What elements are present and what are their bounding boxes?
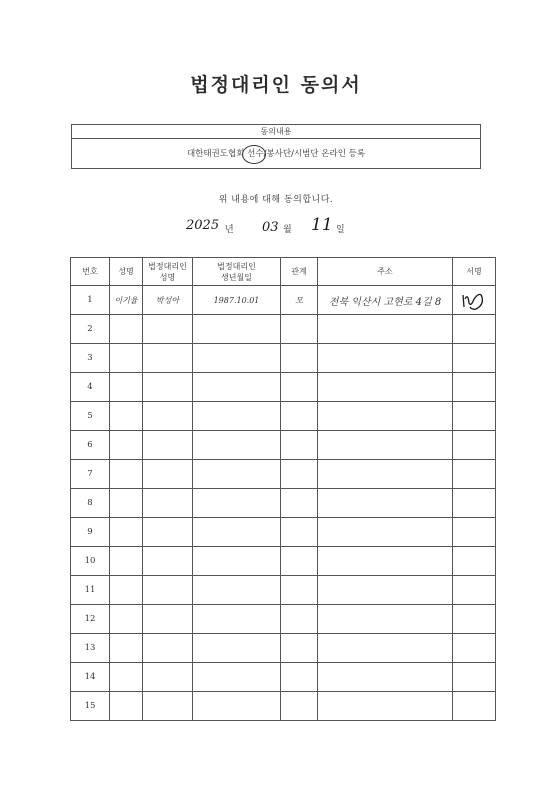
header-signature: 서명 [453, 258, 496, 286]
relation-cell [281, 431, 318, 460]
guardian-name-cell [143, 431, 193, 460]
signature-cell [453, 286, 496, 315]
table-row [71, 576, 496, 605]
table-row [71, 692, 496, 721]
relation-cell [281, 634, 318, 663]
guardian-birthdate-cell [193, 634, 281, 663]
consent-content [72, 139, 480, 169]
participant-name-cell [110, 315, 143, 344]
consent-box [71, 124, 481, 169]
row-number-cell: 1 [71, 286, 110, 315]
relation-cell: 모 [281, 286, 318, 315]
row-number-cell: 4 [71, 373, 110, 402]
document-title: 법정대리인 동의서 [190, 74, 362, 96]
signature-cell [453, 431, 496, 460]
guardian-birthdate-cell: 1987.10.01 [193, 286, 281, 315]
table-row [71, 634, 496, 663]
row-number-cell: 3 [71, 344, 110, 373]
guardian-name-cell [143, 547, 193, 576]
address-cell [318, 576, 453, 605]
relation-cell [281, 344, 318, 373]
participant-name-cell [110, 547, 143, 576]
signature-cell [453, 402, 496, 431]
header-guardian-name: 법정대리인 성명 [143, 258, 193, 286]
signature-cell [453, 373, 496, 402]
guardian-name-cell [143, 460, 193, 489]
participant-name-cell [110, 576, 143, 605]
row-number-cell: 10 [71, 547, 110, 576]
guardian-birthdate-cell [193, 402, 281, 431]
signature-cell [453, 344, 496, 373]
date-year-label: 년 [225, 225, 234, 235]
table-row [71, 663, 496, 692]
guardian-birthdate-cell [193, 547, 281, 576]
guardian-birthdate-cell [193, 576, 281, 605]
relation-cell [281, 663, 318, 692]
date-month: 03 [262, 220, 279, 235]
relation-cell [281, 373, 318, 402]
address-cell: 전북 익산시 고현로 4길 8 [318, 286, 453, 315]
address-cell [318, 547, 453, 576]
guardian-name-cell: 박성아 [143, 286, 193, 315]
address-cell [318, 605, 453, 634]
signature-cell [453, 605, 496, 634]
row-number-cell: 7 [71, 460, 110, 489]
row-number-cell: 13 [71, 634, 110, 663]
signature-scribble-icon [460, 289, 488, 311]
guardian-birthdate-cell [193, 431, 281, 460]
date-year: 2025 [186, 218, 220, 233]
relation-cell [281, 518, 318, 547]
row-number-cell: 9 [71, 518, 110, 547]
guardian-name-cell [143, 663, 193, 692]
participant-name-cell [110, 634, 143, 663]
header-guardian-birth: 법정대리인 생년월일 [193, 258, 281, 286]
relation-cell [281, 489, 318, 518]
relation-cell [281, 402, 318, 431]
row-number-cell: 12 [71, 605, 110, 634]
table-row [71, 489, 496, 518]
header-name: 성명 [110, 258, 143, 286]
guardian-name-cell [143, 402, 193, 431]
table-row [71, 605, 496, 634]
relation-cell [281, 605, 318, 634]
guardian-name-cell [143, 489, 193, 518]
guardian-table [70, 257, 496, 721]
address-cell [318, 518, 453, 547]
signature-cell [453, 663, 496, 692]
date-day-label: 일 [336, 225, 345, 235]
guardian-name-cell [143, 518, 193, 547]
address-cell [318, 402, 453, 431]
guardian-name-cell [143, 315, 193, 344]
signature-cell [453, 547, 496, 576]
address-cell [318, 344, 453, 373]
row-number-cell: 5 [71, 402, 110, 431]
table-row [71, 315, 496, 344]
relation-cell [281, 460, 318, 489]
table-header-row [71, 258, 496, 286]
header-number: 번호 [71, 258, 110, 286]
table-row [71, 286, 496, 315]
guardian-name-cell [143, 576, 193, 605]
signature-cell [453, 489, 496, 518]
guardian-birthdate-cell [193, 518, 281, 547]
participant-name-cell [110, 373, 143, 402]
guardian-birthdate-cell [193, 663, 281, 692]
address-cell [318, 431, 453, 460]
consent-text-before: 대한태권도협회 [186, 149, 248, 159]
relation-cell [281, 547, 318, 576]
circle-mark [242, 145, 266, 164]
table-row [71, 547, 496, 576]
table-row [71, 344, 496, 373]
guardian-birthdate-cell [193, 344, 281, 373]
address-cell [318, 460, 453, 489]
signature-cell [453, 315, 496, 344]
guardian-birthdate-cell [193, 489, 281, 518]
header-relation: 관계 [281, 258, 318, 286]
participant-name-cell [110, 663, 143, 692]
consent-text-after: /봉사단/시범단 온라인 등록 [263, 149, 366, 159]
guardian-name-cell [143, 373, 193, 402]
agreement-statement: 위 내용에 대해 동의합니다. [218, 195, 334, 205]
row-number-cell: 11 [71, 576, 110, 605]
guardian-name-cell [143, 605, 193, 634]
guardian-name-cell [143, 344, 193, 373]
guardian-name-cell [143, 634, 193, 663]
signature-cell [453, 460, 496, 489]
table-row [71, 373, 496, 402]
guardian-name-cell [143, 692, 193, 721]
row-number-cell: 14 [71, 663, 110, 692]
relation-cell [281, 576, 318, 605]
guardian-birthdate-cell [193, 460, 281, 489]
date-row [0, 215, 552, 239]
header-address: 주소 [318, 258, 453, 286]
table-row [71, 431, 496, 460]
address-cell [318, 315, 453, 344]
participant-name-cell [110, 489, 143, 518]
date-day: 11 [311, 215, 333, 235]
address-cell [318, 373, 453, 402]
consent-header: 동의내용 [72, 125, 480, 139]
participant-name-cell [110, 344, 143, 373]
participant-name-cell [110, 431, 143, 460]
circled-choice [247, 139, 263, 169]
guardian-birthdate-cell [193, 315, 281, 344]
row-number-cell: 2 [71, 315, 110, 344]
table-row [71, 460, 496, 489]
signature-cell [453, 576, 496, 605]
date-month-label: 월 [283, 225, 292, 235]
signature-cell [453, 692, 496, 721]
row-number-cell: 6 [71, 431, 110, 460]
relation-cell [281, 692, 318, 721]
participant-name-cell [110, 605, 143, 634]
guardian-birthdate-cell [193, 692, 281, 721]
guardian-birthdate-cell [193, 373, 281, 402]
table-row [71, 402, 496, 431]
address-cell [318, 634, 453, 663]
participant-name-cell: 이기율 [110, 286, 143, 315]
participant-name-cell [110, 402, 143, 431]
signature-cell [453, 518, 496, 547]
address-cell [318, 692, 453, 721]
guardian-birthdate-cell [193, 605, 281, 634]
address-cell [318, 489, 453, 518]
signature-cell [453, 634, 496, 663]
row-number-cell: 8 [71, 489, 110, 518]
participant-name-cell [110, 460, 143, 489]
participant-name-cell [110, 518, 143, 547]
relation-cell [281, 315, 318, 344]
table-row [71, 518, 496, 547]
circled-choice-label: 선수 [247, 149, 264, 159]
row-number-cell: 15 [71, 692, 110, 721]
address-cell [318, 663, 453, 692]
participant-name-cell [110, 692, 143, 721]
